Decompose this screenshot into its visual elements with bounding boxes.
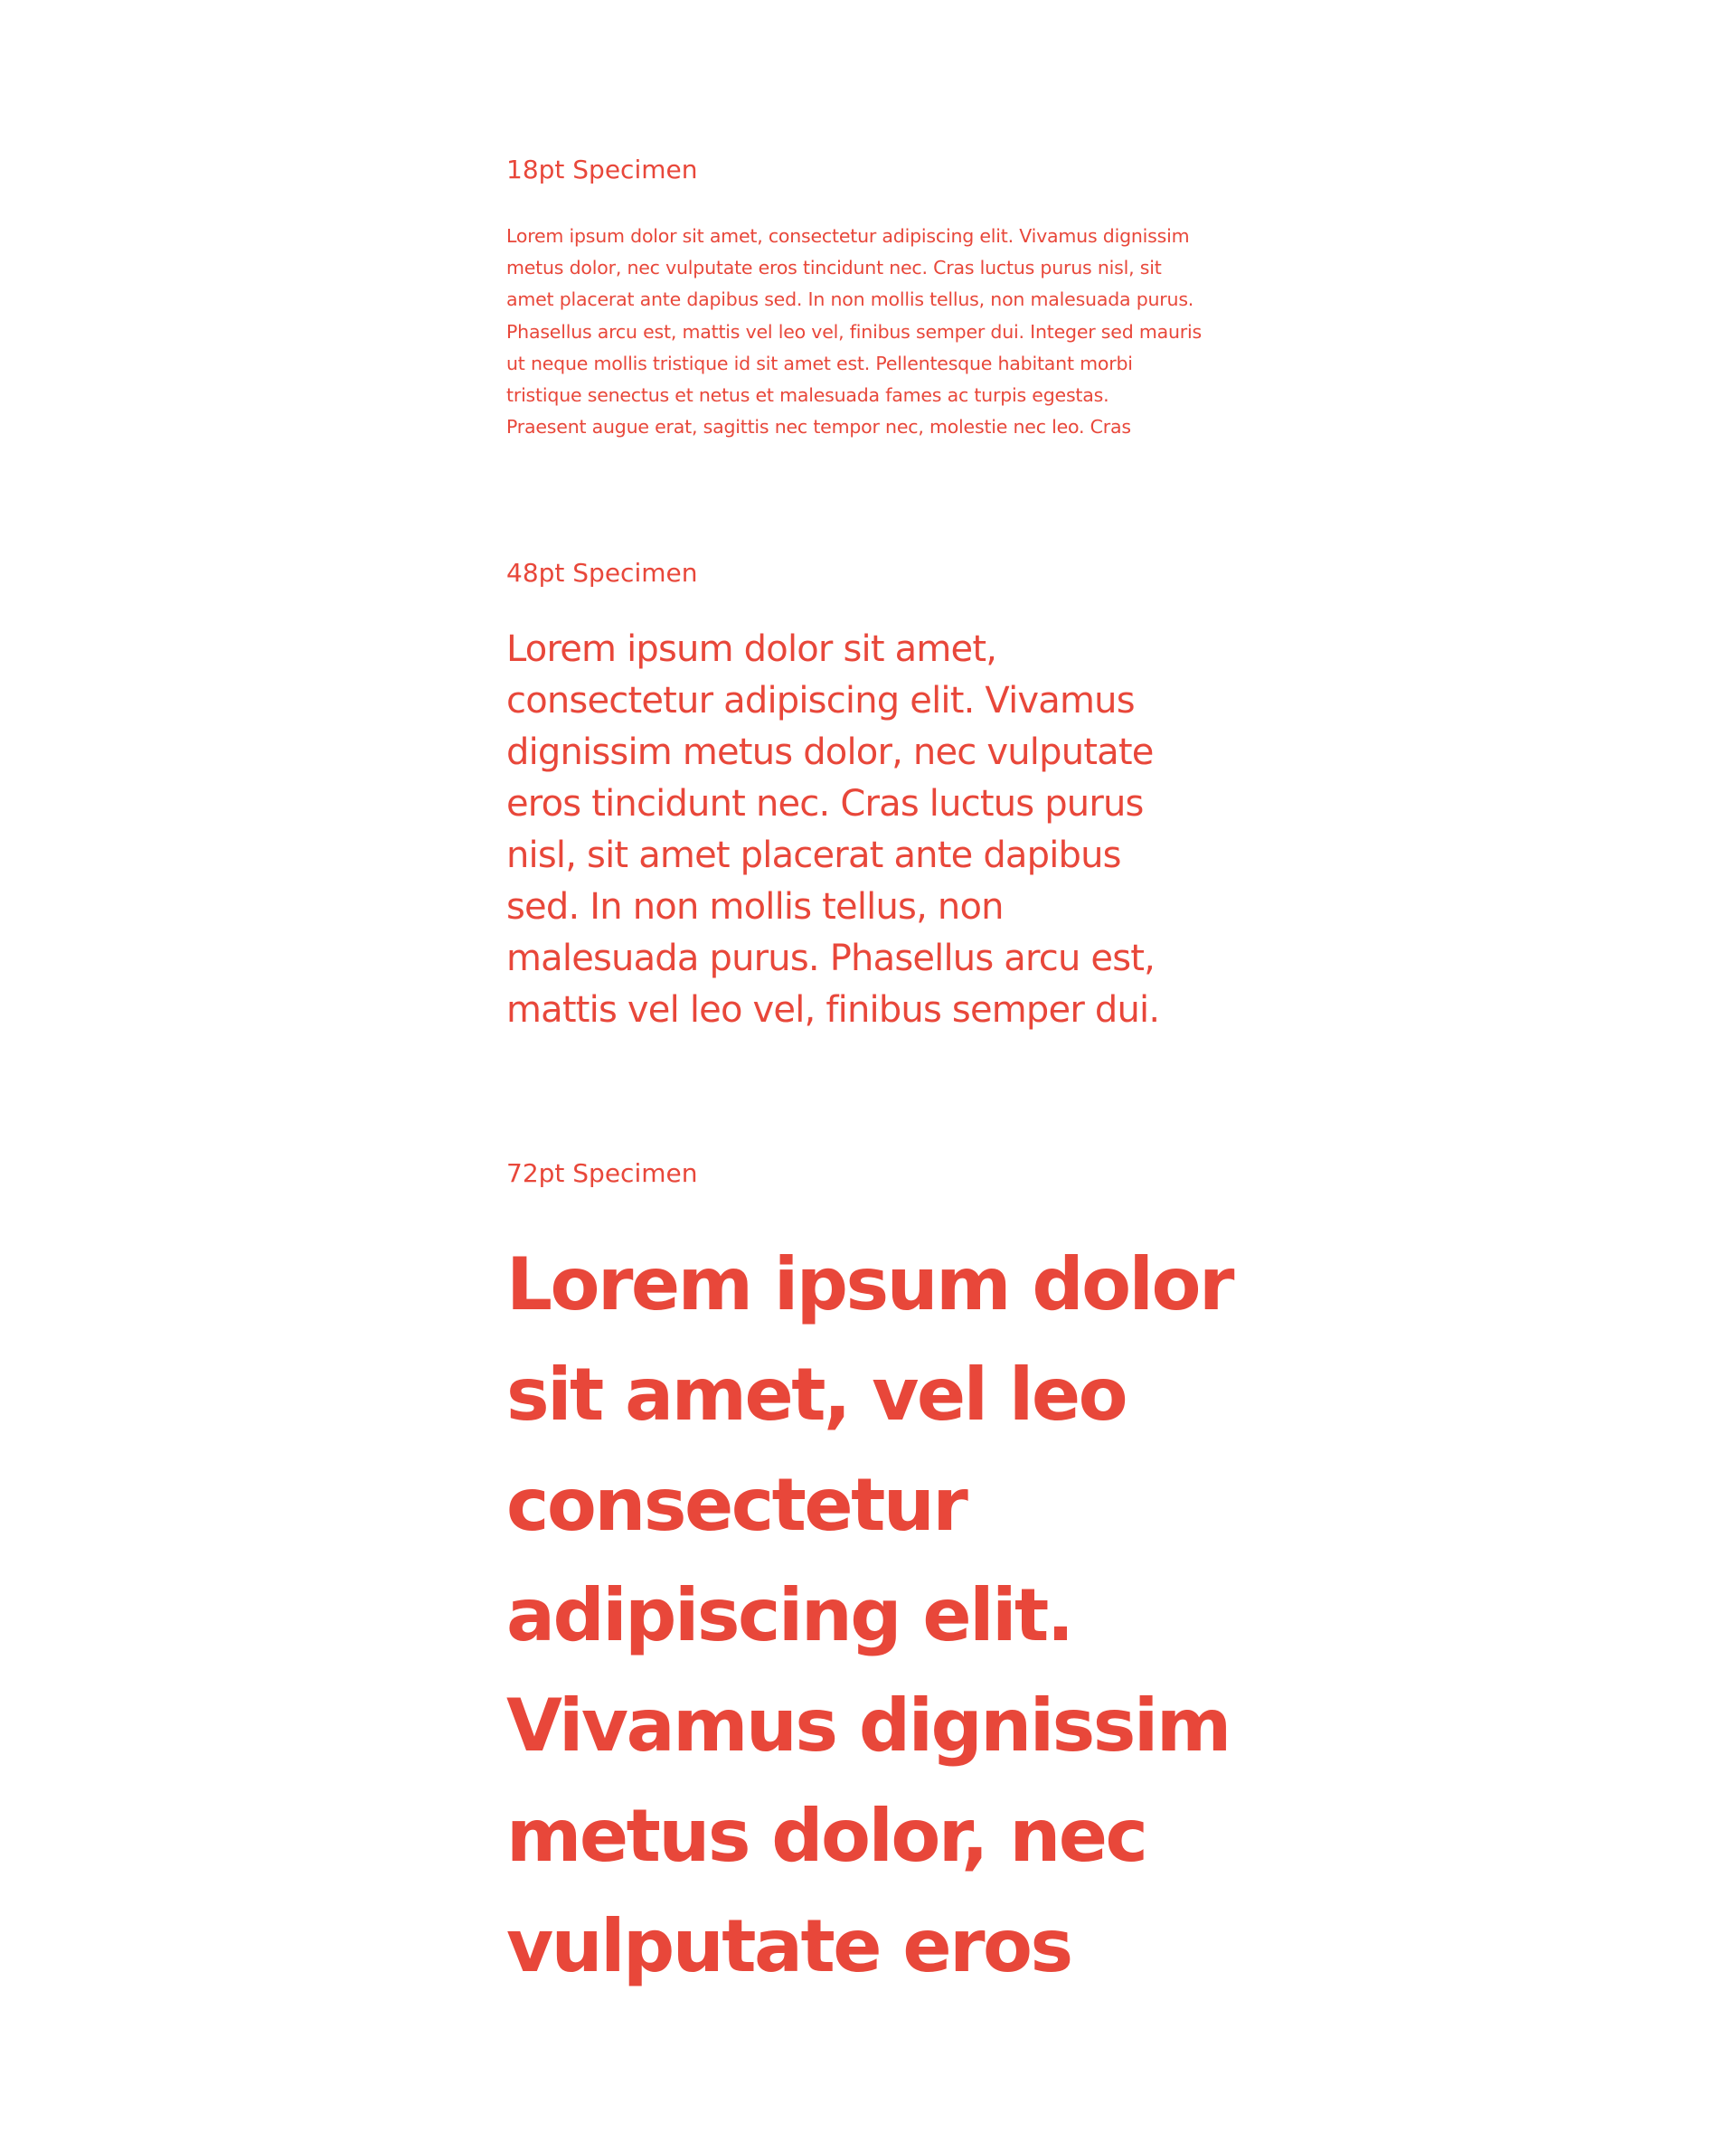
text-line: tristique senectus et netus et malesuada fames ac turpis egestas. [506, 384, 1109, 407]
text-line: Praesent augue erat, sagittis nec tempor nec, molestie nec leo. Cras [506, 416, 1131, 439]
specimen-text-18pt [506, 221, 1230, 443]
text-line: consectetur adipiscing elit. Vivamus [506, 680, 1135, 722]
text-line: Lorem ipsum dolor [506, 1242, 1232, 1326]
text-line: Lorem ipsum dolor sit amet, [506, 628, 997, 670]
text-line: sit amet, vel leo [506, 1353, 1127, 1437]
text-line: metus dolor, nec [506, 1794, 1146, 1878]
text-line: adipiscing elit. [506, 1573, 1072, 1657]
text-line: Phasellus arcu est, mattis vel leo vel, finibus semper dui. Integer sed mauris [506, 320, 1202, 343]
text-line: metus dolor, nec vulputate eros tincidunt nec. Cras luctus purus nisl, sit [506, 257, 1162, 279]
text-line: amet placerat ante dapibus sed. In non mollis tellus, non malesuada purus. [506, 288, 1194, 311]
text-line: vulputate eros [506, 1904, 1071, 1988]
text-line: Lorem ipsum dolor sit amet, consectetur adipiscing elit. Vivamus dignissim [506, 225, 1190, 247]
specimen-text-72pt [506, 1230, 1230, 2002]
specimen-text-48pt [506, 624, 1230, 1036]
specimen-72pt [506, 1157, 1230, 2002]
text-line: malesuada purus. Phasellus arcu est, [506, 938, 1156, 979]
specimen-label: 18pt Specimen [506, 155, 698, 184]
text-line: mattis vel leo vel, finibus semper dui. [506, 989, 1160, 1031]
text-line: sed. In non mollis tellus, non [506, 886, 1004, 928]
text-line: consectetur [506, 1463, 967, 1547]
specimen-label: 72pt Specimen [506, 1158, 698, 1188]
text-line: eros tincidunt nec. Cras luctus purus [506, 783, 1144, 825]
specimen-label: 48pt Specimen [506, 558, 698, 588]
text-line: Vivamus dignissim [506, 1684, 1230, 1768]
text-line: nisl, sit amet placerat ante dapibus [506, 835, 1121, 876]
specimen-18pt [506, 154, 1230, 443]
text-line: dignissim metus dolor, nec vulputate [506, 731, 1154, 773]
specimen-48pt [506, 557, 1230, 1036]
text-line: ut neque mollis tristique id sit amet est. Pellentesque habitant morbi [506, 352, 1133, 374]
